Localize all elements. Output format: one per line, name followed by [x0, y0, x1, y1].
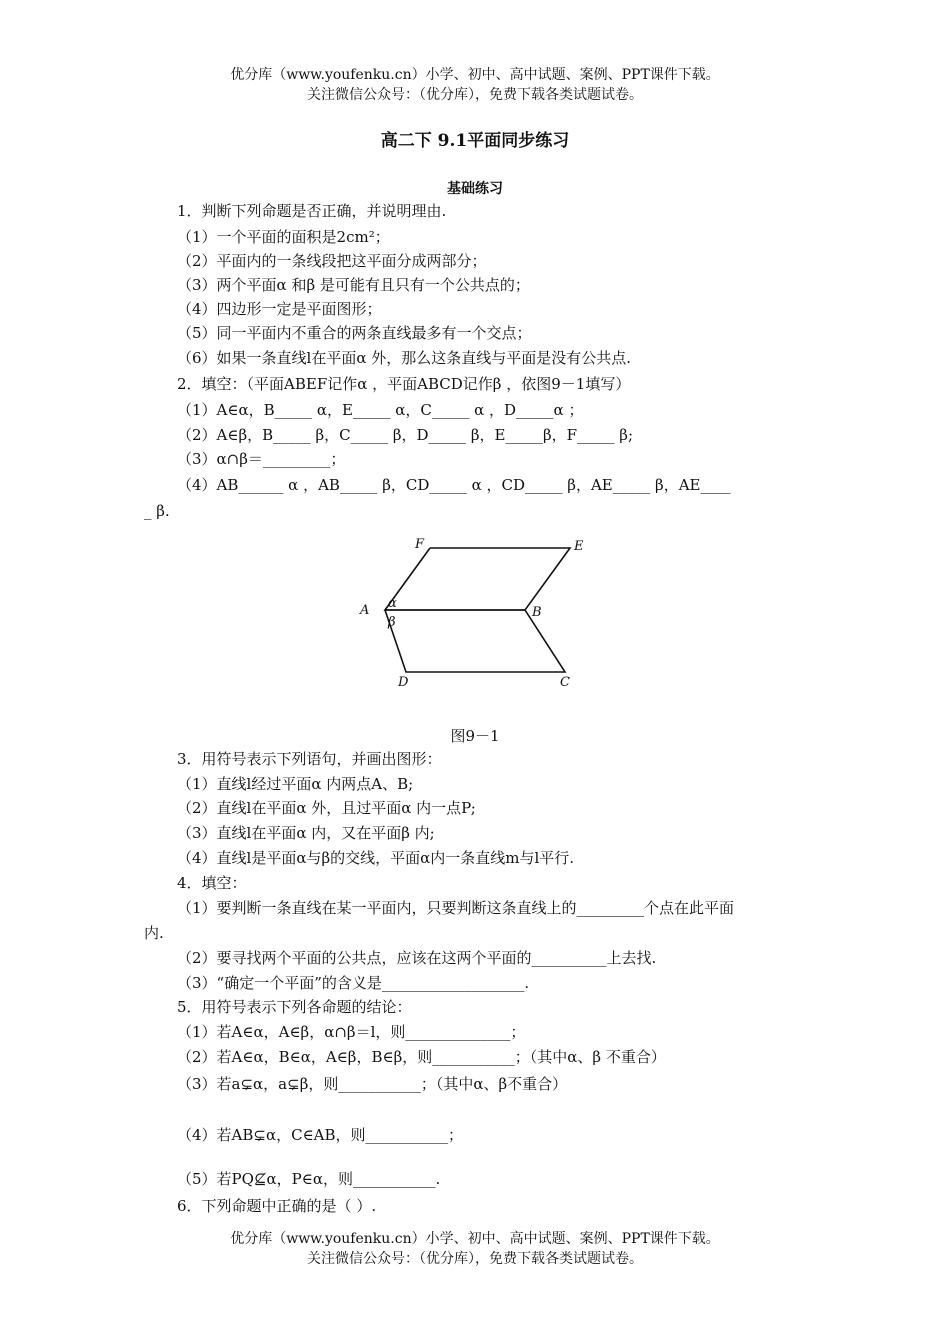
q2-item-3: （3）α∩β＝_________； [177, 450, 346, 468]
page-title: 高二下 9.1平面同步练习 [380, 131, 570, 151]
q3-item-1: （1）直线l经过平面α 内两点A、B; [177, 775, 414, 793]
figure-caption: 图9－1 [450, 727, 500, 745]
q3-stem: 3．用符号表示下列语句，并画出图形： [177, 750, 442, 768]
q5-item-4: （4）若AB⊊α，C∈AB，则___________； [177, 1126, 464, 1144]
header-line-1: 优分库（www.youfenku.cn）小学、初中、高中试题、案例、PPT课件下载。 [230, 67, 720, 83]
q4-stem: 4．填空： [177, 874, 247, 892]
figure-9-1 [340, 530, 610, 690]
q6-stem: 6．下列命题中正确的是（ ）. [177, 1197, 377, 1215]
q5-stem: 5．用符号表示下列各命题的结论： [177, 998, 412, 1016]
label-A: A [360, 603, 370, 618]
q4-item-1-cont: 内. [144, 924, 164, 942]
q3-item-3: （3）直线l在平面α 内，又在平面β 内; [177, 824, 435, 842]
label-F: F [415, 537, 425, 552]
label-B: B [532, 605, 542, 620]
label-alpha: α [388, 596, 397, 611]
q1-item-4: （4）四边形一定是平面图形； [177, 300, 382, 318]
footer-line-1: 优分库（www.youfenku.cn）小学、初中、高中试题、案例、PPT课件下载。 [230, 1231, 720, 1247]
q1-item-1: （1）一个平面的面积是2cm²； [177, 228, 390, 246]
q2-stem: 2．填空：（平面ABEF记作α ，平面ABCD记作β ，依图9－1填写） [177, 375, 631, 393]
plane-figure-lines [385, 548, 570, 672]
q4-item-1: （1）要判断一条直线在某一平面内，只要判断这条直线上的_________个点在此平面 [177, 899, 735, 917]
q1-item-6: （6）如果一条直线l在平面α 外，那么这条直线与平面是没有公共点. [177, 349, 632, 367]
q5-item-1: （1）若A∈α，A∈β，α∩β＝l，则______________； [177, 1023, 526, 1041]
q4-item-3: （3）“确定一个平面”的含义是___________________. [177, 974, 530, 992]
q5-item-5: （5）若PQ⊈α，P∈α，则___________. [177, 1170, 441, 1188]
section-title: 基础练习 [447, 181, 503, 197]
q1-item-2: （2）平面内的一条线段把这平面分成两部分； [177, 252, 487, 270]
q3-item-4: （4）直线l是平面α与β的交线，平面α内一条直线m与l平行. [177, 849, 575, 867]
label-beta: β [388, 615, 396, 630]
q1-item-5: （5）同一平面内不重合的两条直线最多有一个交点； [177, 324, 532, 342]
q2-item-2: （2）A∈β，B_____ β，C_____ β，D_____ β，E_____β，F_____ β; [177, 426, 634, 444]
header-line-2: 关注微信公众号：（优分库），免费下载各类试题试卷。 [307, 87, 643, 103]
label-D: D [398, 675, 409, 690]
q2-item-4-cont: _ β. [144, 502, 170, 520]
q1-item-3: （3）两个平面α 和β 是可能有且只有一个公共点的； [177, 276, 530, 294]
footer-line-2: 关注微信公众号：（优分库），免费下载各类试题试卷。 [307, 1251, 643, 1267]
label-E: E [574, 539, 584, 554]
q3-item-2: （2）直线l在平面α 外，且过平面α 内一点P; [177, 799, 476, 817]
q2-item-4: （4）AB______ α ，AB_____ β，CD_____ α ，CD_____ β，AE_____ β，AE____ [177, 476, 731, 494]
q2-item-1: （1）A∈α，B_____ α，E_____ α，C_____ α ，D_____α ； [177, 401, 584, 419]
label-C: C [560, 675, 570, 690]
q4-item-2: （2）要寻找两个平面的公共点，应该在这两个平面的__________上去找. [177, 949, 657, 967]
q5-item-2: （2）若A∈α，B∈α，A∈β，B∈β，则___________；（其中α、β 不重合） [177, 1048, 666, 1066]
q5-item-3: （3）若a⊊α，a⊊β，则___________；（其中α、β不重合） [177, 1075, 568, 1093]
q1-stem: 1．判断下列命题是否正确，并说明理由. [177, 202, 447, 220]
